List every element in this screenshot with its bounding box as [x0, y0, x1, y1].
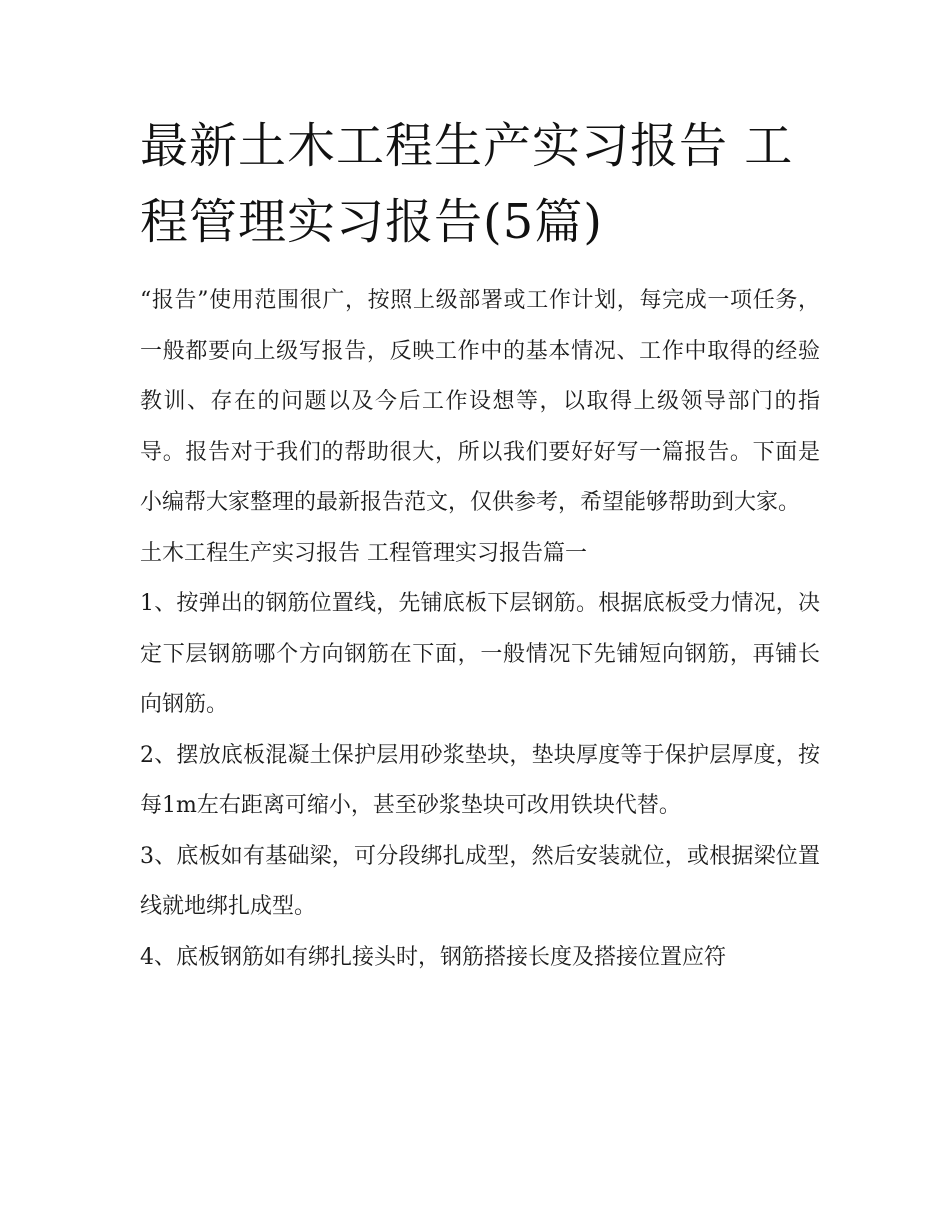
document-body: [140, 276, 820, 983]
intro-paragraph: “报告”使用范围很广，按照上级部署或工作计划，每完成一项任务，一般都要向上级写报告，反映工作中的基本情况、工作中取得的经验教训、存在的问题以及今后工作设想等，以取得上级领导部门的指导。报告对于我们的帮助很大，所以我们要好好写一篇报告。下面是小编帮大家整理的最新报告范文，仅供参考，希望能够帮助到大家。: [140, 288, 820, 515]
list-item-4: 4、底板钢筋如有绑扎接头时，钢筋搭接长度及搭接位置应符: [140, 944, 726, 970]
section-heading: 土木工程生产实习报告 工程管理实习报告篇一: [140, 540, 587, 566]
list-item-2: 2、摆放底板混凝土保护层用砂浆垫块，垫块厚度等于保护层厚度，按每1m左右距离可缩小，甚至砂浆垫块可改用铁块代替。: [140, 742, 820, 818]
list-item-1: 1、按弹出的钢筋位置线，先铺底板下层钢筋。根据底板受力情况，决定下层钢筋哪个方向钢筋在下面，一般情况下先铺短向钢筋，再铺长向钢筋。: [140, 591, 820, 717]
page-title: 最新土木工程生产实习报告 工程管理实习报告(5篇): [140, 118, 794, 250]
list-item-3: 3、底板如有基础梁，可分段绑扎成型，然后安装就位，或根据梁位置线就地绑扎成型。: [140, 843, 820, 919]
